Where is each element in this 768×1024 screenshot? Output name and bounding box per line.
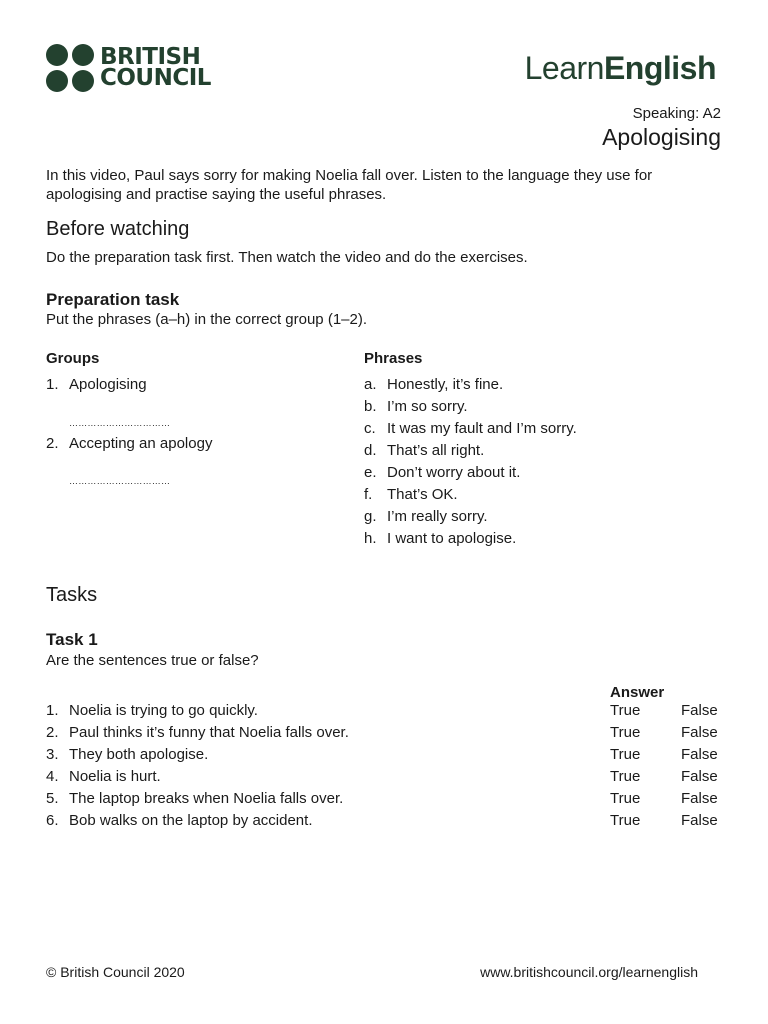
task-item-text: Paul thinks it’s funny that Noelia falls over. [69,724,349,741]
level-label: Speaking: A2 [632,105,721,122]
task-item-text: Noelia is trying to go quickly. [69,702,258,719]
preparation-task-heading: Preparation task [46,290,180,309]
task-item-number: 4. [46,768,59,785]
true-option[interactable]: True [610,746,641,763]
task-item-text: The laptop breaks when Noelia falls over. [69,790,344,807]
task-1-instruction: Are the sentences true or false? [46,652,259,669]
tasks-heading: Tasks [46,584,98,606]
phrase-item [364,376,724,398]
true-option[interactable]: True [610,790,641,807]
phrase-text: Honestly, it’s fine. [387,376,504,393]
task-item-number: 6. [46,812,59,829]
group-item [46,376,346,398]
false-option[interactable]: False [681,790,718,807]
task-1-heading: Task 1 [46,630,98,649]
phrase-text: That’s OK. [387,486,458,503]
phrases-heading: Phrases [364,350,423,367]
logo-line-1: BRITISH [100,44,201,70]
false-option[interactable]: False [681,768,718,785]
answer-heading: Answer [610,684,665,701]
phrase-item [364,530,724,552]
footer-url-link[interactable]: www.britishcouncil.org/learnenglish [480,964,698,980]
intro-paragraph: In this video, Paul says sorry for making Noelia fall over. Listen to the language they use for apologising and practise saying the useful phrases. [46,167,653,203]
phrase-letter: h. [364,530,377,547]
phrase-item [364,486,724,508]
logo-wordmark [100,44,211,91]
group-label: Accepting an apology [69,435,213,452]
phrase-letter: e. [364,464,377,481]
learnenglish-logo [525,50,716,87]
phrase-letter: g. [364,508,377,525]
phrase-letter: b. [364,398,377,415]
phrase-item [364,464,724,486]
groups-heading: Groups [46,350,100,367]
british-council-logo [46,44,211,92]
preparation-task-instruction: Put the phrases (a–h) in the correct group (1–2). [46,311,368,328]
phrase-letter: c. [364,420,376,437]
answer-blank[interactable]: …………………………… [69,476,171,486]
phrase-letter: f. [364,486,373,503]
before-watching-heading: Before watching [46,218,190,240]
true-option[interactable]: True [610,724,641,741]
before-watching-text: Do the preparation task first. Then watch the video and do the exercises. [46,249,528,266]
task-item [46,768,718,790]
phrase-text: I want to apologise. [387,530,517,547]
phrase-item [364,420,724,442]
task-item-text: Noelia is hurt. [69,768,161,785]
group-number: 1. [46,376,59,393]
group-label: Apologising [69,376,147,393]
phrase-letter: a. [364,376,377,393]
phrase-item [364,442,724,464]
task-item [46,724,718,746]
task-item [46,746,718,768]
copyright: © British Council 2020 [46,964,185,980]
task-item-number: 1. [46,702,59,719]
phrase-text: I’m so sorry. [387,398,468,415]
groups-list [46,376,346,398]
logo-learn: Learn [524,50,604,86]
task-item-text: They both apologise. [69,746,209,763]
task-item [46,702,718,724]
phrase-letter: d. [364,442,377,459]
false-option[interactable]: False [681,746,718,763]
task-item-number: 5. [46,790,59,807]
phrase-text: That’s all right. [387,442,485,459]
task-item-number: 2. [46,724,59,741]
phrases-list [364,376,724,552]
false-option[interactable]: False [681,724,718,741]
false-option[interactable]: False [681,702,718,719]
true-option[interactable]: True [610,702,641,719]
task-item-number: 3. [46,746,59,763]
groups-list-2 [46,435,346,457]
logo-english: English [603,50,716,86]
true-option[interactable]: True [610,812,641,829]
logo-line-2: COUNCIL [100,65,211,91]
phrase-text: Don’t worry about it. [387,464,521,481]
phrase-text: It was my fault and I’m sorry. [387,420,577,437]
task-item-text: Bob walks on the laptop by accident. [69,812,313,829]
phrase-item [364,398,724,420]
page-title: Apologising [602,124,721,150]
group-item [46,435,346,457]
phrase-text: I’m really sorry. [387,508,488,525]
task-item [46,790,718,812]
false-option[interactable]: False [681,812,718,829]
answer-blank[interactable]: …………………………… [69,418,171,428]
task-1-list [46,702,718,834]
logo-dots-icon [46,44,94,92]
group-number: 2. [46,435,59,452]
true-option[interactable]: True [610,768,641,785]
task-item [46,812,718,834]
phrase-item [364,508,724,530]
